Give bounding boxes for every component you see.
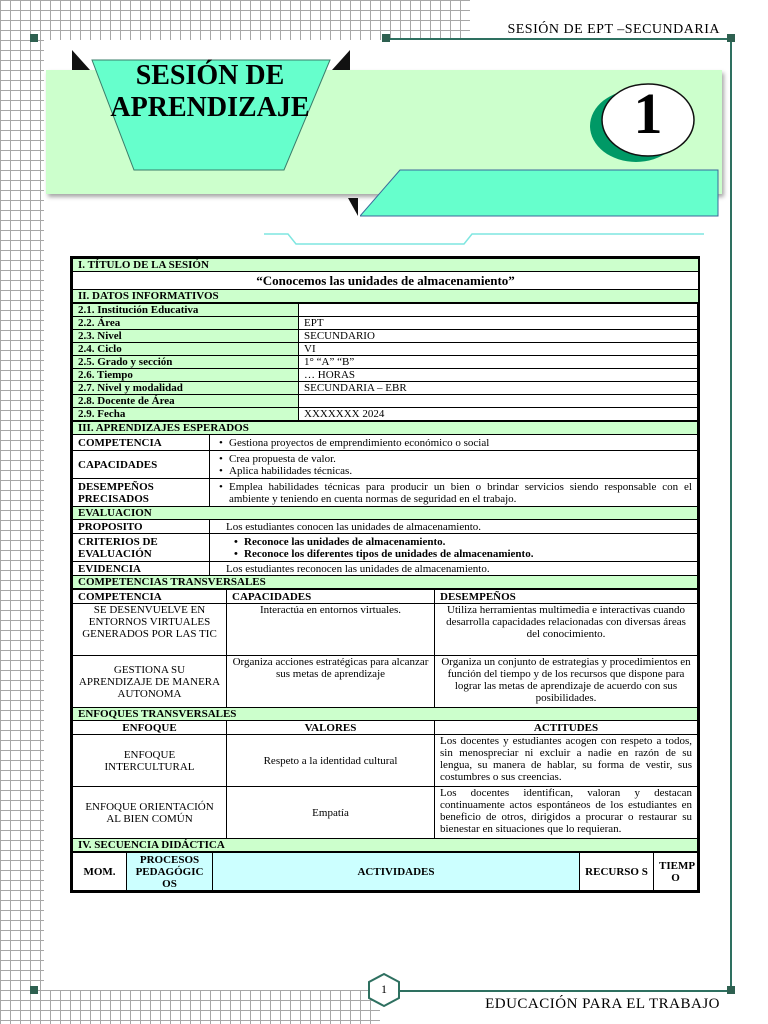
column-header: TIEMP O <box>654 853 698 891</box>
list-item: • Reconoce los diferentes tipos de unidades de almacenamiento. <box>230 548 692 560</box>
row-label: COMPETENCIA <box>73 435 210 451</box>
page-number: 1 <box>381 982 387 996</box>
list-item: • Crea propuesta de valor. <box>215 453 692 465</box>
section-heading: EVALUACION <box>73 507 698 520</box>
section-heading: ENFOQUES TRANSVERSALES <box>73 708 698 721</box>
right-rule <box>730 38 732 992</box>
proposito-value: Los estudiantes conocen las unidades de almacenamiento. <box>210 520 698 534</box>
session-title: “Conocemos las unidades de almacenamiento” <box>73 272 699 290</box>
datos-label: 2.2. Área <box>73 317 299 330</box>
desempenos-value: • Emplea habilidades técnicas para producir un bien o brindar servicios siendo responsable con el ambiente y teniendo en cuenta normas de seguridad en el trabajo. <box>210 479 698 507</box>
corner-square <box>382 34 390 42</box>
grid-border-bottom <box>0 990 380 1024</box>
footer-label: EDUCACIÓN PARA EL TRABAJO <box>485 996 720 1012</box>
table-cell: Organiza un conjunto de estrategias y procedimientos en función del tiempo y de los recursos que dispone para lograr las metas de aprendizaje de acuerdo con sus posibilidades. <box>435 656 698 708</box>
capacidades-list <box>210 451 698 479</box>
datos-table <box>72 303 698 421</box>
datos-value: EPT <box>299 317 698 330</box>
list-item: • Aplica habilidades técnicas. <box>215 465 692 477</box>
table-cell: Utiliza herramientas multimedia e interactivas cuando desarrolla capacidades relacionadas con diversas áreas del conocimiento. <box>435 604 698 656</box>
section-heading: IV. SECUENCIA DIDÁCTICA <box>73 839 698 852</box>
datos-value <box>299 395 698 408</box>
corner-square <box>727 986 735 994</box>
column-header: DESEMPEÑOS <box>435 590 698 604</box>
competencia-value: • Gestiona proyectos de emprendimiento económico o social <box>210 435 698 451</box>
datos-label: 2.7. Nivel y modalidad <box>73 382 299 395</box>
table-cell: Respeto a la identidad cultural <box>227 735 435 787</box>
row-label: EVIDENCIA <box>73 562 210 576</box>
column-header: ENFOQUE <box>73 721 227 735</box>
datos-label: 2.9. Fecha <box>73 408 299 421</box>
datos-label: 2.8. Docente de Área <box>73 395 299 408</box>
table-cell: Organiza acciones estratégicas para alcanzar sus metas de aprendizaje <box>227 656 435 708</box>
datos-value: SECUNDARIA – EBR <box>299 382 698 395</box>
evidencia-value: Los estudiantes reconocen las unidades de almacenamiento. <box>210 562 698 576</box>
datos-value: VI <box>299 343 698 356</box>
section-heading: I. TÍTULO DE LA SESIÓN <box>73 259 699 272</box>
corner-square <box>727 34 735 42</box>
banner-underline <box>264 232 704 252</box>
table-cell: Interactúa en entornos virtuales. <box>227 604 435 656</box>
datos-label: 2.3. Nivel <box>73 330 299 343</box>
table-cell: SE DESENVUELVE EN ENTORNOS VIRTUALES GENERADOS POR LAS TIC <box>73 604 227 656</box>
datos-value <box>299 304 698 317</box>
table-cell: Los docentes identifican, valoran y destacan continuamente actos espontáneos de los estudiantes en beneficio de otros, dirigidos a procurar o restaurar su bienestar en situaciones que lo requieran. <box>435 787 698 839</box>
row-label: CAPACIDADES <box>73 451 210 479</box>
section-heading: III. APRENDIZAJES ESPERADOS <box>73 422 698 435</box>
table-cell: GESTIONA SU APRENDIZAJE DE MANERA AUTONOMA <box>73 656 227 708</box>
header-rule <box>384 38 732 40</box>
table-cell: Empatía <box>227 787 435 839</box>
column-header: PROCESOS PEDAGÓGIC OS <box>127 853 213 891</box>
column-header: COMPETENCIA <box>73 590 227 604</box>
page-title: SESIÓN DE APRENDIZAJE <box>110 60 310 123</box>
section-heading: II. DATOS INFORMATIVOS <box>73 290 699 303</box>
footer-rule <box>384 990 732 992</box>
column-header: MOM. <box>73 853 127 891</box>
criterios-list <box>210 534 698 562</box>
header-label: SESIÓN DE EPT –SECUNDARIA <box>507 22 720 37</box>
grid-border-top <box>0 0 470 40</box>
row-label: CRITERIOS DE EVALUACIÓN <box>73 534 210 562</box>
table-cell: Los docentes y estudiantes acogen con respeto a todos, sin menospreciar ni excluir a nadie en razón de su lengua, su manera de hablar, su forma de vestir, sus costumbres o sus creencias. <box>435 735 698 787</box>
column-header: VALORES <box>227 721 435 735</box>
session-sheet <box>70 256 700 893</box>
datos-value: SECUNDARIO <box>299 330 698 343</box>
datos-value: … HORAS <box>299 369 698 382</box>
table-cell: ENFOQUE ORIENTACIÓN AL BIEN COMÚN <box>73 787 227 839</box>
datos-label: 2.4. Ciclo <box>73 343 299 356</box>
row-label: PROPOSITO <box>73 520 210 534</box>
datos-value: 1° “A” “B” <box>299 356 698 369</box>
grid-border-left <box>0 0 44 1024</box>
column-header: RECURSO S <box>580 853 654 891</box>
session-number: 1 <box>633 81 663 146</box>
section-heading: COMPETENCIAS TRANSVERSALES <box>73 576 698 589</box>
datos-label: 2.1. Institución Educativa <box>73 304 299 317</box>
column-header: CAPACIDADES <box>227 590 435 604</box>
row-label: DESEMPEÑOS PRECISADOS <box>73 479 210 507</box>
column-header: ACTIVIDADES <box>213 853 580 891</box>
datos-label: 2.5. Grado y sección <box>73 356 299 369</box>
table-cell: ENFOQUE INTERCULTURAL <box>73 735 227 787</box>
datos-label: 2.6. Tiempo <box>73 369 299 382</box>
banner-tab <box>360 168 720 228</box>
corner-square <box>30 34 38 42</box>
datos-value: XXXXXXX 2024 <box>299 408 698 421</box>
corner-square <box>30 986 38 994</box>
column-header: ACTITUDES <box>435 721 698 735</box>
list-item: • Reconoce las unidades de almacenamiento. <box>230 536 692 548</box>
